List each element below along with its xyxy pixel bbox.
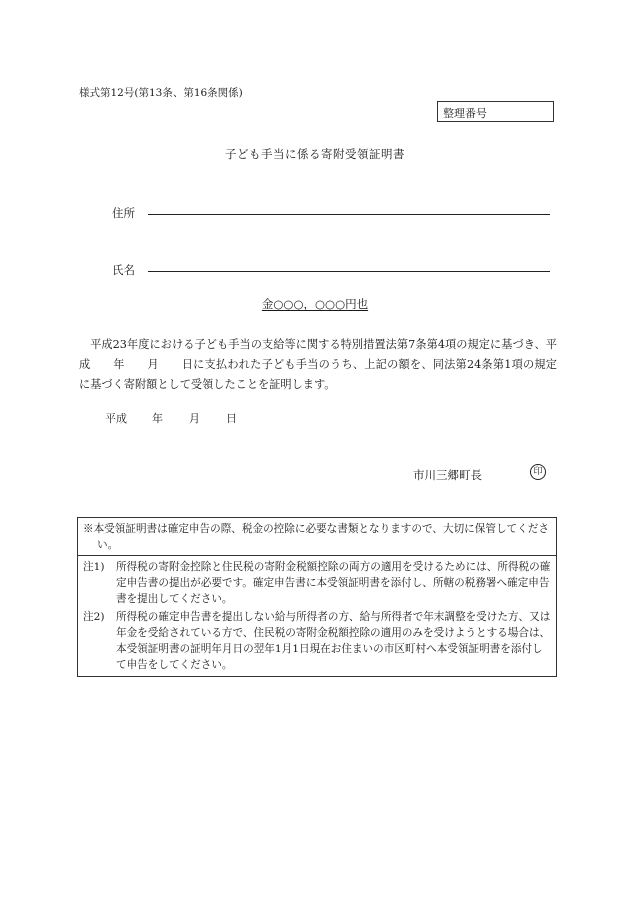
certification-text: 平成23年度における子ども手当の支給等に関する特別措置法第7条第4項の規定に基づき、平成 年 月 日に支払われた子ども手当のうち、上記の額を、同法第24条第1項の規定に基づく寄附額として受領したことを証明します。 [79,338,557,391]
notes-warning: ※本受領証明書は確定申告の際、税金の控除に必要な書類となりますので、大切に保管してください。 [78,518,556,556]
name-field-line [148,271,550,272]
donation-amount: 金○○○，○○○円也 [261,297,369,311]
document-title: 子ども手当に係る寄附受領証明書 [225,147,405,161]
note-text: 所得税の確定申告書を提出しない給与所得者の方、給与所得者で年末調整を受けた方、又は年金を受給されている方で、住民税の寄附金税額控除の適用のみを受けようとする場合は、本受領証明書の証明年月日の翌年1月1日現在お住まいの市区町村へ本受領証明書を添付して申告をしてください。 [116,611,551,671]
date-day-label: 日 [226,412,237,425]
address-label: 住所 [112,206,135,220]
form-number: 様式第12号(第13条、第16条関係) [79,87,243,99]
note-label: 注1) [83,561,105,573]
amount-row [0,296,630,312]
address-field-line [148,214,550,215]
notes-box [77,517,557,677]
reference-number-box [437,101,554,122]
reference-number-label: 整理番号 [443,107,487,120]
seal-stamp: 印 [530,464,546,480]
certification-date [105,410,237,426]
date-month-label: 月 [189,412,200,425]
note-label: 注2) [83,611,105,623]
issuer-name: 市川三郷町長 [413,468,482,482]
note-text: 所得税の寄附金控除と住民税の寄附金税額控除の両方の適用を受けるためには、所得税の確定申告書の提出が必要です。確定申告書に本受領証明書を添付し、所轄の税務署へ確定申告書を提出してください。 [116,561,551,605]
date-year-label: 年 [152,412,163,425]
name-label: 氏名 [112,263,135,277]
note-item [78,607,556,676]
note-item [78,556,556,607]
date-era: 平成 [105,412,127,425]
